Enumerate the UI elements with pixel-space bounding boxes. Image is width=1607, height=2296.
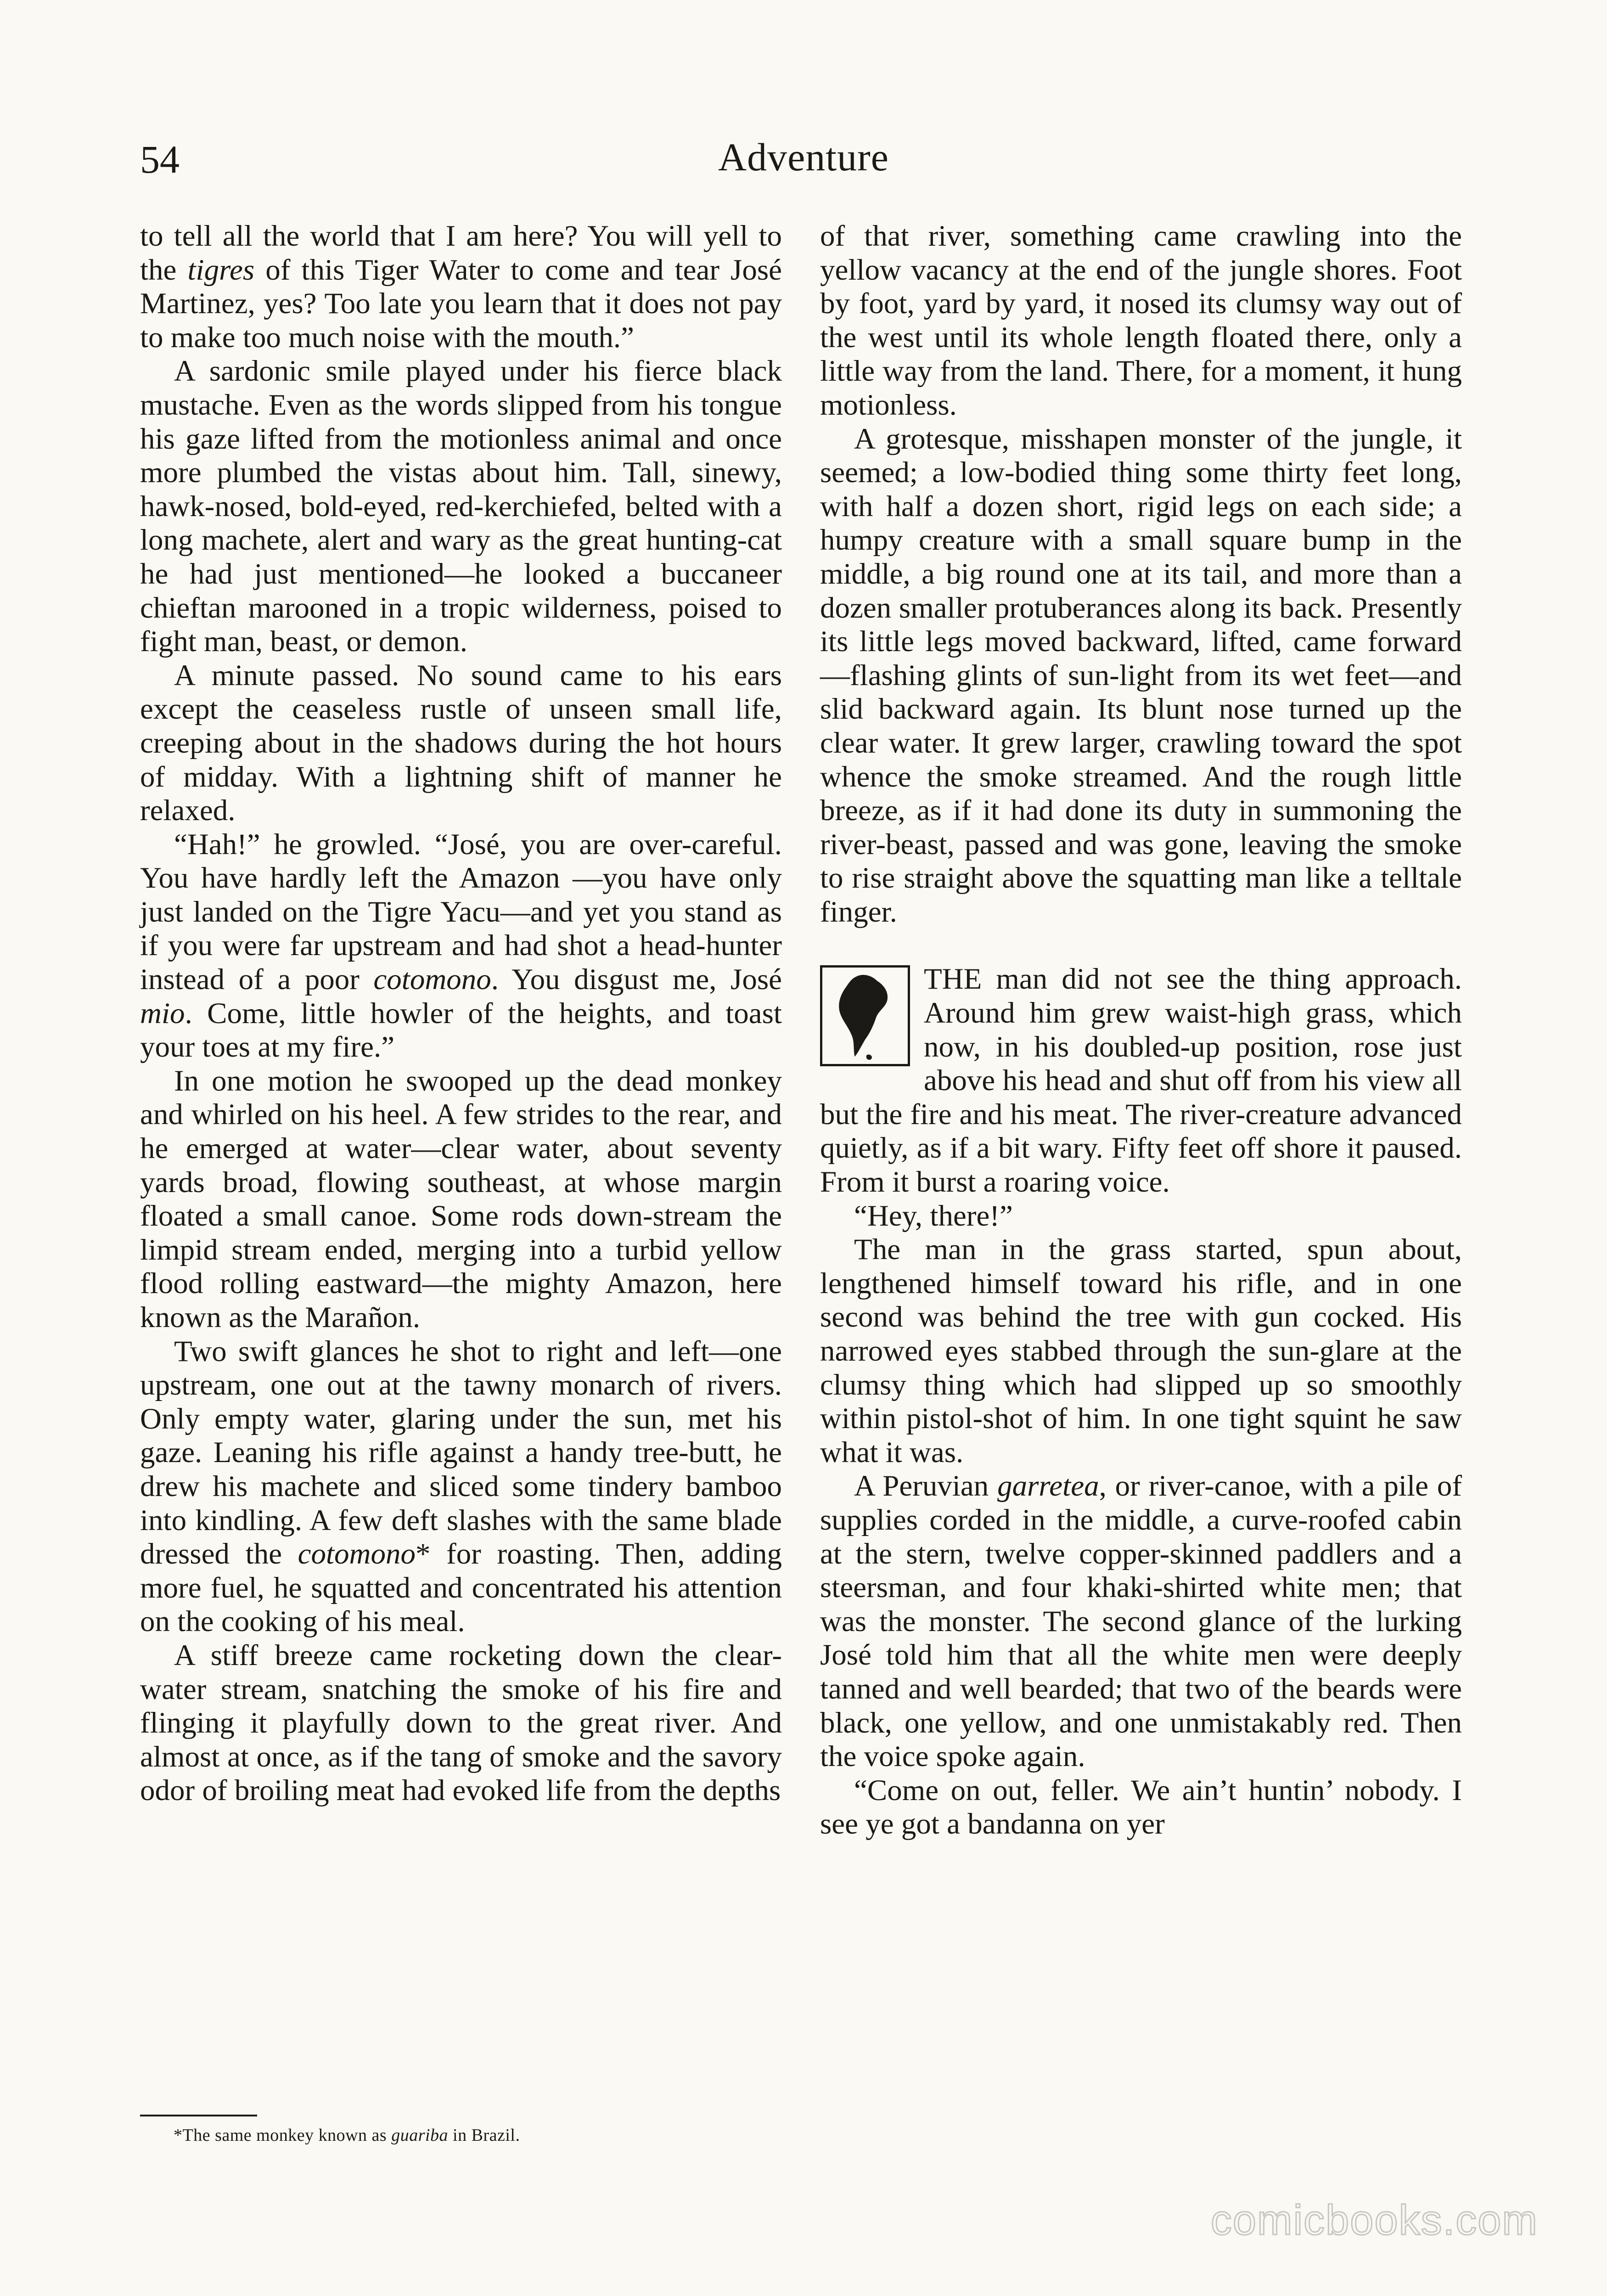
running-head: Adventure (718, 135, 889, 179)
paragraph: The man in the grass started, spun about, lengthened himself toward his rifle, and in one second was behind the tree with gun cocked. His narrowed eyes stabbed through the sun-glare at the clumsy thing which had slipped up so smoothly within pistol-shot of him. In one tight squint he saw what it was. (820, 1233, 1462, 1469)
dropcap-paragraph: THE man did not see the thing approach. Around him grew waist-high grass, which now, in his doubled-up position, rose just above his head and shut off from his view all but the fire and his meat. The river-creature advanced quietly, as if a bit wary. Fifty feet off shore it paused. From it burst a roaring voice. (820, 962, 1462, 1199)
paragraph: In one motion he swooped up the dead monkey and whirled on his heel. A few strides to the rear, and he emerged at water—clear water, about seventy yards broad, flowing southeast, at whose margin floated a small canoe. Some rods down-stream the limpid stream ended, merging into a turbid yellow flood rolling eastward—the mighty Amazon, here known as the Marañon. (140, 1064, 782, 1334)
paragraph: “Hah!” he growled. “José, you are over-careful. You have hardly left the Amazon —you have only just landed on the Tigre Yacu—and yet you stand as if you were far upstream and had shot a head-hunter instead of a poor cotomono. You disgust me, José mio. Come, little howler of the heights, and toast your toes at my fire.” (140, 827, 782, 1064)
page-number: 54 (140, 137, 180, 181)
right-column-bottom (820, 1199, 1462, 1841)
paragraph: A minute passed. No sound came to his ears except the ceaseless rustle of unseen small life, creeping about in the shadows during the hot hours of midday. With a lightning shift of manner he relaxed. (140, 658, 782, 827)
dropcap-section (820, 962, 1462, 1199)
paragraph: A stiff breeze came rocketing down the clear-water stream, snatching the smoke of his fire and flinging it playfully down to the great river. And almost at once, as if the tang of smoke and the savory odor of broiling meat had evoked life from the depths (140, 1638, 782, 1807)
south-america-map-icon (820, 965, 910, 1066)
paragraph: A grotesque, misshapen monster of the jungle, it seemed; a low-bodied thing some thirty feet long, with half a dozen short, rigid legs on each side; a humpy creature with a small square bump in the middle, a big round one at its tail, and more than a dozen smaller protuberances along its back. Presently its little legs moved backward, lifted, came forward—flashing glints of sun-light from its wet feet—and slid backward again. Its blunt nose turned up the clear water. It grew larger, crawling toward the spot whence the smoke streamed. And the rough little breeze, as if it had done its duty in summoning the river-beast, passed and was gone, leaving the smoke to rise straight above the squatting man like a telltale finger. (820, 422, 1462, 929)
left-column (140, 219, 782, 1808)
right-column-top (820, 219, 1462, 929)
paragraph: “Hey, there!” (854, 1199, 1013, 1232)
paragraph: A sardonic smile played under his fierce black mustache. Even as the words slipped from his tongue his gaze lifted from the motionless animal and once more plumbed the vistas about him. Tall, sinewy, hawk-nosed, bold-eyed, red-kerchiefed, belted with a long machete, alert and wary as the great hunting-cat he had just mentioned—he looked a buccaneer chieftan marooned in a tropic wilderness, poised to fight man, beast, or demon. (140, 355, 782, 658)
right-column (820, 219, 1462, 1841)
page-header (0, 0, 1607, 220)
footnote: *The same monkey known as guariba in Brazil. (174, 2126, 520, 2145)
paragraph: of that river, something came crawling into the yellow vacancy at the end of the jungle shores. Foot by foot, yard by yard, it nosed its clumsy way out of the west until its whole length floated there, only a little way from the land. There, for a moment, it hung motionless. (820, 219, 1462, 422)
paragraph: Two swift glances he shot to right and left—one upstream, one out at the tawny monarch of rivers. Only empty water, glaring under the sun, met his gaze. Leaning his rifle against a handy tree-butt, he drew his machete and sliced some tindery bamboo into kindling. A few deft slashes with the same blade dressed the cotomono* for roasting. Then, adding more fuel, he squatted and concentrated his attention on the cooking of his meal. (140, 1334, 782, 1638)
paragraph: A Peruvian garretea, or river-canoe, with a pile of supplies corded in the middle, a curve-roofed cabin at the stern, twelve copper-skinned paddlers and a steersman, and four khaki-shirted white men; that was the monster. The second glance of the lurking José told him that all the white men were deeply tanned and well bearded; that two of the beards were black, one yellow, and one unmistakably red. Then the voice spoke again. (820, 1469, 1462, 1773)
paragraph: to tell all the world that I am here? You will yell to the tigres of this Tiger Water to come and tear José Martinez, yes? Too late you learn that it does not pay to make too much noise with the mouth.” (140, 219, 782, 354)
watermark-text: comicbooks.com (1210, 2197, 1538, 2244)
paragraph: “Come on out, feller. We ain’t huntin’ nobody. I see ye got a bandanna on yer (820, 1773, 1462, 1841)
footnote-rule (140, 2115, 257, 2116)
